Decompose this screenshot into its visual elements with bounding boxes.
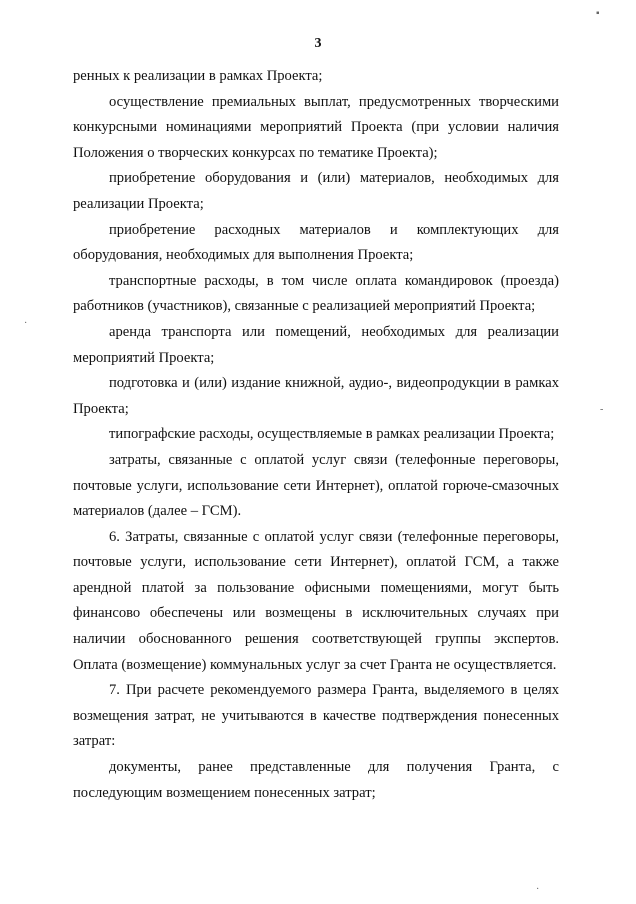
paragraph: ренных к реализации в рамках Проекта; [73, 68, 323, 84]
paragraph: транспортные расходы, в том числе оплата командировок (проезда) работников (участников), связанные с реализацией мероприятий Проекта; [73, 272, 559, 315]
scan-speck: · [536, 884, 540, 895]
paragraph: аренда транспорта или помещений, необходимых для реализации мероприятий Проекта; [73, 323, 559, 366]
paragraph: подготовка и (или) издание книжной, аудио-, видеопродукции в рамках Проекта; [73, 375, 559, 417]
paragraph: типографские расходы, осуществляемые в рамках реализации Проекта; [109, 426, 555, 443]
scan-speck: · [24, 318, 28, 329]
paragraph: 6. Затраты, связанные с оплатой услуг связи (телефонные переговоры, почтовые услуги, использование сети Интернет), оплатой ГСМ, а также арендной платой за пользование офисными помещениями, могут быть финансово обеспечены или возмещены в исключительных случаях при наличии обоснованного решения соответствующей группы экспертов. Оплата (возмещение) коммунальных услуг за счет Гранта не осуществляется. [73, 528, 559, 673]
paragraph: приобретение оборудования и (или) материалов, необходимых для реализации Проекта; [73, 170, 559, 212]
scan-speck: - [600, 404, 604, 415]
paragraph: документы, ранее представленные для получения Гранта, с последующим возмещением понесенных затрат; [73, 759, 559, 801]
paragraph: приобретение расходных материалов и комплектующих для оборудования, необходимых для выполнения Проекта; [73, 221, 559, 264]
page-number: 3 [314, 36, 322, 51]
scan-speck: ▪ [596, 8, 600, 19]
paragraph: 7. При расчете рекомендуемого размера Гранта, выделяемого в целях возмещения затрат, не учитываются в качестве подтверждения понесенных затрат: [73, 682, 559, 750]
paragraph: затраты, связанные с оплатой услуг связи (телефонные переговоры, почтовые услуги, использование сети Интернет), оплатой горюче-смазочных материалов (далее – ГСМ). [73, 451, 559, 520]
document-body [73, 64, 559, 806]
paragraph: осуществление премиальных выплат, предусмотренных творческими конкурсными номинациями мероприятий Проекта (при условии наличия Положения о творческих конкурсах по тематике Проекта); [73, 93, 559, 161]
